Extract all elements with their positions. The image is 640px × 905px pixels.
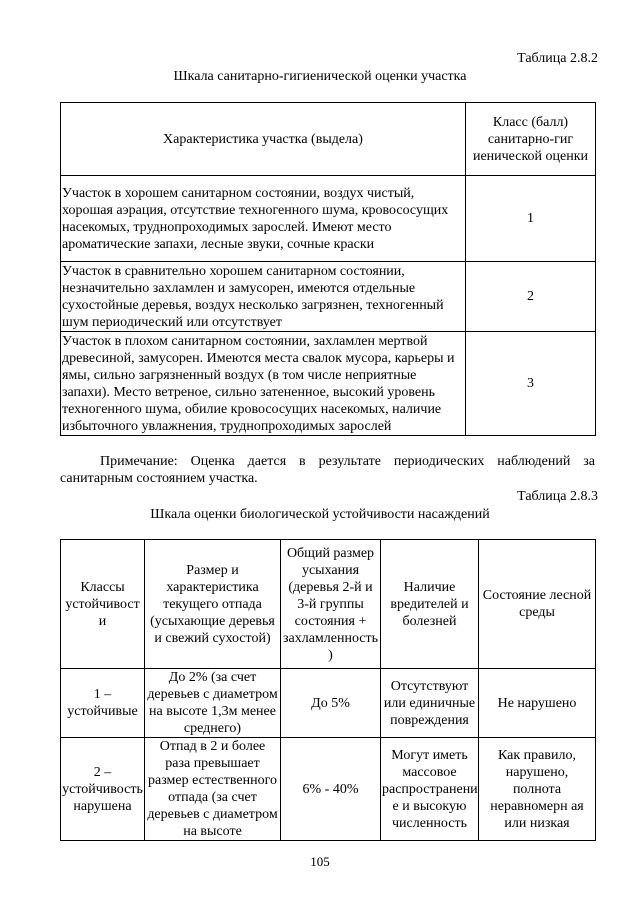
table-header-row [61,103,596,176]
cell-pests-diseases: Отсутствуют или единичные повреждения [381,669,479,738]
row-class: 2 [466,262,596,332]
cell-forest-state: Как правило, нарушено, полнота неравномерн ая или низкая [479,738,596,841]
cell-pests-diseases: Могут иметь массовое распространени е и высокую численность [381,738,479,841]
header-forest-state: Состояние лесной среды [479,540,596,669]
table-row [61,669,596,738]
cell-total-drying: До 5% [281,669,381,738]
table-row [61,262,596,332]
table2-title: Шкала оценки биологической устойчивости насаждений [150,507,490,522]
table-row [61,738,596,841]
header-characteristic: Характеристика участка (выдела) [61,103,466,176]
header-total-drying: Общий размер усыхания (деревья 2-й и 3-й группы состояния + захламленность ) [281,540,381,669]
cell-stability-class: 2 – устойчивость нарушена [61,738,145,841]
table2-label: Таблица 2.8.3 [517,489,598,504]
row-class: 1 [466,176,596,262]
header-class: Класс (балл) санитарно-гиг иенической оценки [466,103,596,176]
cell-current-dieback: Отпад в 2 и более раза превышает размер естественного отпада (за счет деревьев с диаметром на высоте [145,738,281,841]
row-description: Участок в плохом санитарном состоянии, захламлен мертвой древесиной, замусорен. Имеются места свалок мусора, карьеры и ямы, сильно загрязненный воздух (в том числе неприятные запахи). Место ветреное, сильно затененное, высокий уровень техногенного шума, обилие кровососущих насекомых, наличие избыточного увлажнения, труднопроходимых зарослей [61,332,466,436]
row-class: 3 [466,332,596,436]
header-pests-diseases: Наличие вредителей и болезней [381,540,479,669]
header-stability-class: Классы устойчивост и [61,540,145,669]
cell-current-dieback: До 2% (за счет деревьев с диаметром на высоте 1,3м менее среднего) [145,669,281,738]
cell-total-drying: 6% - 40% [281,738,381,841]
sanitary-table [60,102,596,436]
table1-title: Шкала санитарно-гигиенической оценки участка [173,69,467,84]
row-description: Участок в сравнительно хорошем санитарном состоянии, незначительно захламлен и замусорен, имеются отдельные сухостойные деревья, воздух несколько загрязнен, техногенный шум периодический или отсутствует [61,262,466,332]
table-row [61,176,596,262]
table-header-row [61,540,596,669]
cell-forest-state: Не нарушено [479,669,596,738]
stability-table [60,539,596,841]
cell-stability-class: 1 – устойчивые [61,669,145,738]
header-current-dieback: Размер и характеристика текущего отпада (усыхающие деревья и свежий сухостой) [145,540,281,669]
table-row [61,332,596,436]
table-note: Примечание: Оценка дается в результате периодических наблюдений за санитарным состоянием участка. [60,454,595,486]
page-number: 105 [310,854,330,869]
row-description: Участок в хорошем санитарном состоянии, воздух чистый, хорошая аэрация, отсутствие техногенного шума, кровососущих насекомых, труднопроходимых зарослей. Имеют место ароматические запахи, лесные звуки, сочные краски [61,176,466,262]
table1-label: Таблица 2.8.2 [517,51,598,66]
